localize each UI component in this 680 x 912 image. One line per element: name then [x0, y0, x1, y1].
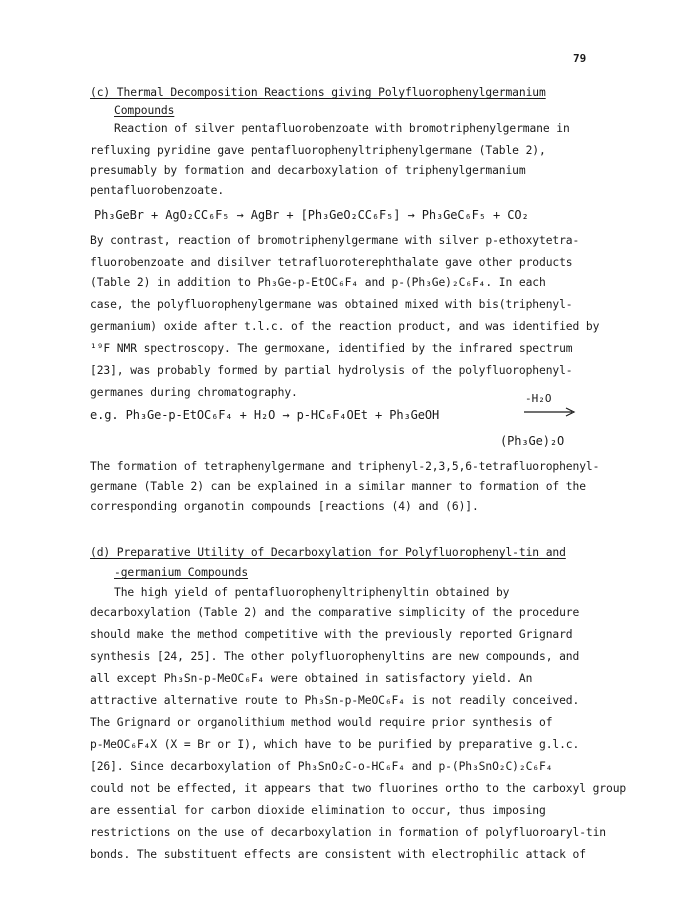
section-d-para-line-10: could not be effected, it appears that two fluorines ortho to the carboxyl group — [90, 782, 627, 795]
section-c-para-3-line-1: The formation of tetraphenylgermane and triphenyl-2,3,5,6-tetrafluorophenyl- — [90, 460, 600, 473]
equation-2: e.g. Ph₃Ge-p-EtOC₆F₄ + H₂O → p-HC₆F₄OEt + Ph₃GeOH — [90, 408, 440, 422]
section-d-para-line-6: attractive alternative route to Ph₃Sn-p-MeOC₆F₄ is not readily conceived. — [90, 694, 580, 707]
section-d-para-line-13: bonds. The substituent effects are consistent with electrophilic attack of — [90, 848, 586, 861]
section-d-heading-line-2: -germanium Compounds — [114, 566, 249, 579]
section-c-para-2-line-6: ¹⁹F NMR spectroscopy. The germoxane, identified by the infrared spectrum — [90, 342, 573, 355]
equation-2-product: (Ph₃Ge)₂O — [500, 434, 565, 448]
section-c-para-2-line-5: germanium) oxide after t.l.c. of the reaction product, and was identified by — [90, 320, 600, 333]
section-c-para-3-line-2: germane (Table 2) can be explained in a similar manner to formation of the — [90, 480, 586, 493]
section-c-para-2-line-7: [23], was probably formed by partial hydrolysis of the polyfluorophenyl- — [90, 364, 573, 377]
section-d-para-line-11: are essential for carbon dioxide elimination to occur, thus imposing — [90, 804, 546, 817]
section-d-para-line-7: The Grignard or organolithium method would require prior synthesis of — [90, 716, 553, 729]
section-d-para-line-12: restrictions on the use of decarboxylation in formation of polyfluoroaryl-tin — [90, 826, 607, 839]
section-c-heading-line-2: Compounds — [114, 104, 175, 117]
section-c-para-2-line-4: case, the polyfluorophenylgermane was obtained mixed with bis(triphenyl- — [90, 298, 573, 311]
reaction-arrow-icon — [522, 406, 578, 418]
section-c-para-2-line-8: germanes during chromatography. — [90, 386, 298, 399]
equation-2-arrow-label: -H₂O — [525, 392, 552, 405]
section-c-para-1-line-4: pentafluorobenzoate. — [90, 184, 225, 197]
section-d-para-line-4: synthesis [24, 25]. The other polyfluorophenyltins are new compounds, and — [90, 650, 580, 663]
page-number: 79 — [573, 52, 587, 65]
equation-1: Ph₃GeBr + AgO₂CC₆F₅ → AgBr + [Ph₃GeO₂CC₆F₅] → Ph₃GeC₆F₅ + CO₂ — [94, 208, 529, 222]
section-d-para-line-3: should make the method competitive with the previously reported Grignard — [90, 628, 573, 641]
section-c-para-1-line-3: presumably by formation and decarboxylation of triphenylgermanium — [90, 164, 526, 177]
section-d-para-line-9: [26]. Since decarboxylation of Ph₃SnO₂C-o-HC₆F₄ and p-(Ph₃SnO₂C)₂C₆F₄ — [90, 760, 553, 773]
section-d-para-line-8: p-MeOC₆F₄X (X = Br or I), which have to be purified by preparative g.l.c. — [90, 738, 580, 751]
section-d-para-line-5: all except Ph₃Sn-p-MeOC₆F₄ were obtained in satisfactory yield. An — [90, 672, 533, 685]
section-d-heading-line-1: (d) Preparative Utility of Decarboxylation for Polyfluorophenyl-tin and — [90, 546, 566, 559]
section-d-para-line-1: The high yield of pentafluorophenyltriphenyltin obtained by — [114, 586, 510, 599]
section-c-para-2-line-2: fluorobenzoate and disilver tetrafluoroterephthalate gave other products — [90, 256, 573, 269]
section-c-para-1-line-1: Reaction of silver pentafluorobenzoate with bromotriphenylgermane in — [114, 122, 570, 135]
section-c-para-1-line-2: refluxing pyridine gave pentafluorophenyltriphenylgermane (Table 2), — [90, 144, 546, 157]
section-c-para-3-line-3: corresponding organotin compounds [reactions (4) and (6)]. — [90, 500, 479, 513]
section-c-heading-line-1: (c) Thermal Decomposition Reactions giving Polyfluorophenylgermanium — [90, 86, 546, 99]
section-c-para-2-line-3: (Table 2) in addition to Ph₃Ge-p-EtOC₆F₄ and p-(Ph₃Ge)₂C₆F₄. In each — [90, 276, 546, 289]
section-c-para-2-line-1: By contrast, reaction of bromotriphenylgermane with silver p-ethoxytetra- — [90, 234, 580, 247]
section-d-para-line-2: decarboxylation (Table 2) and the comparative simplicity of the procedure — [90, 606, 580, 619]
